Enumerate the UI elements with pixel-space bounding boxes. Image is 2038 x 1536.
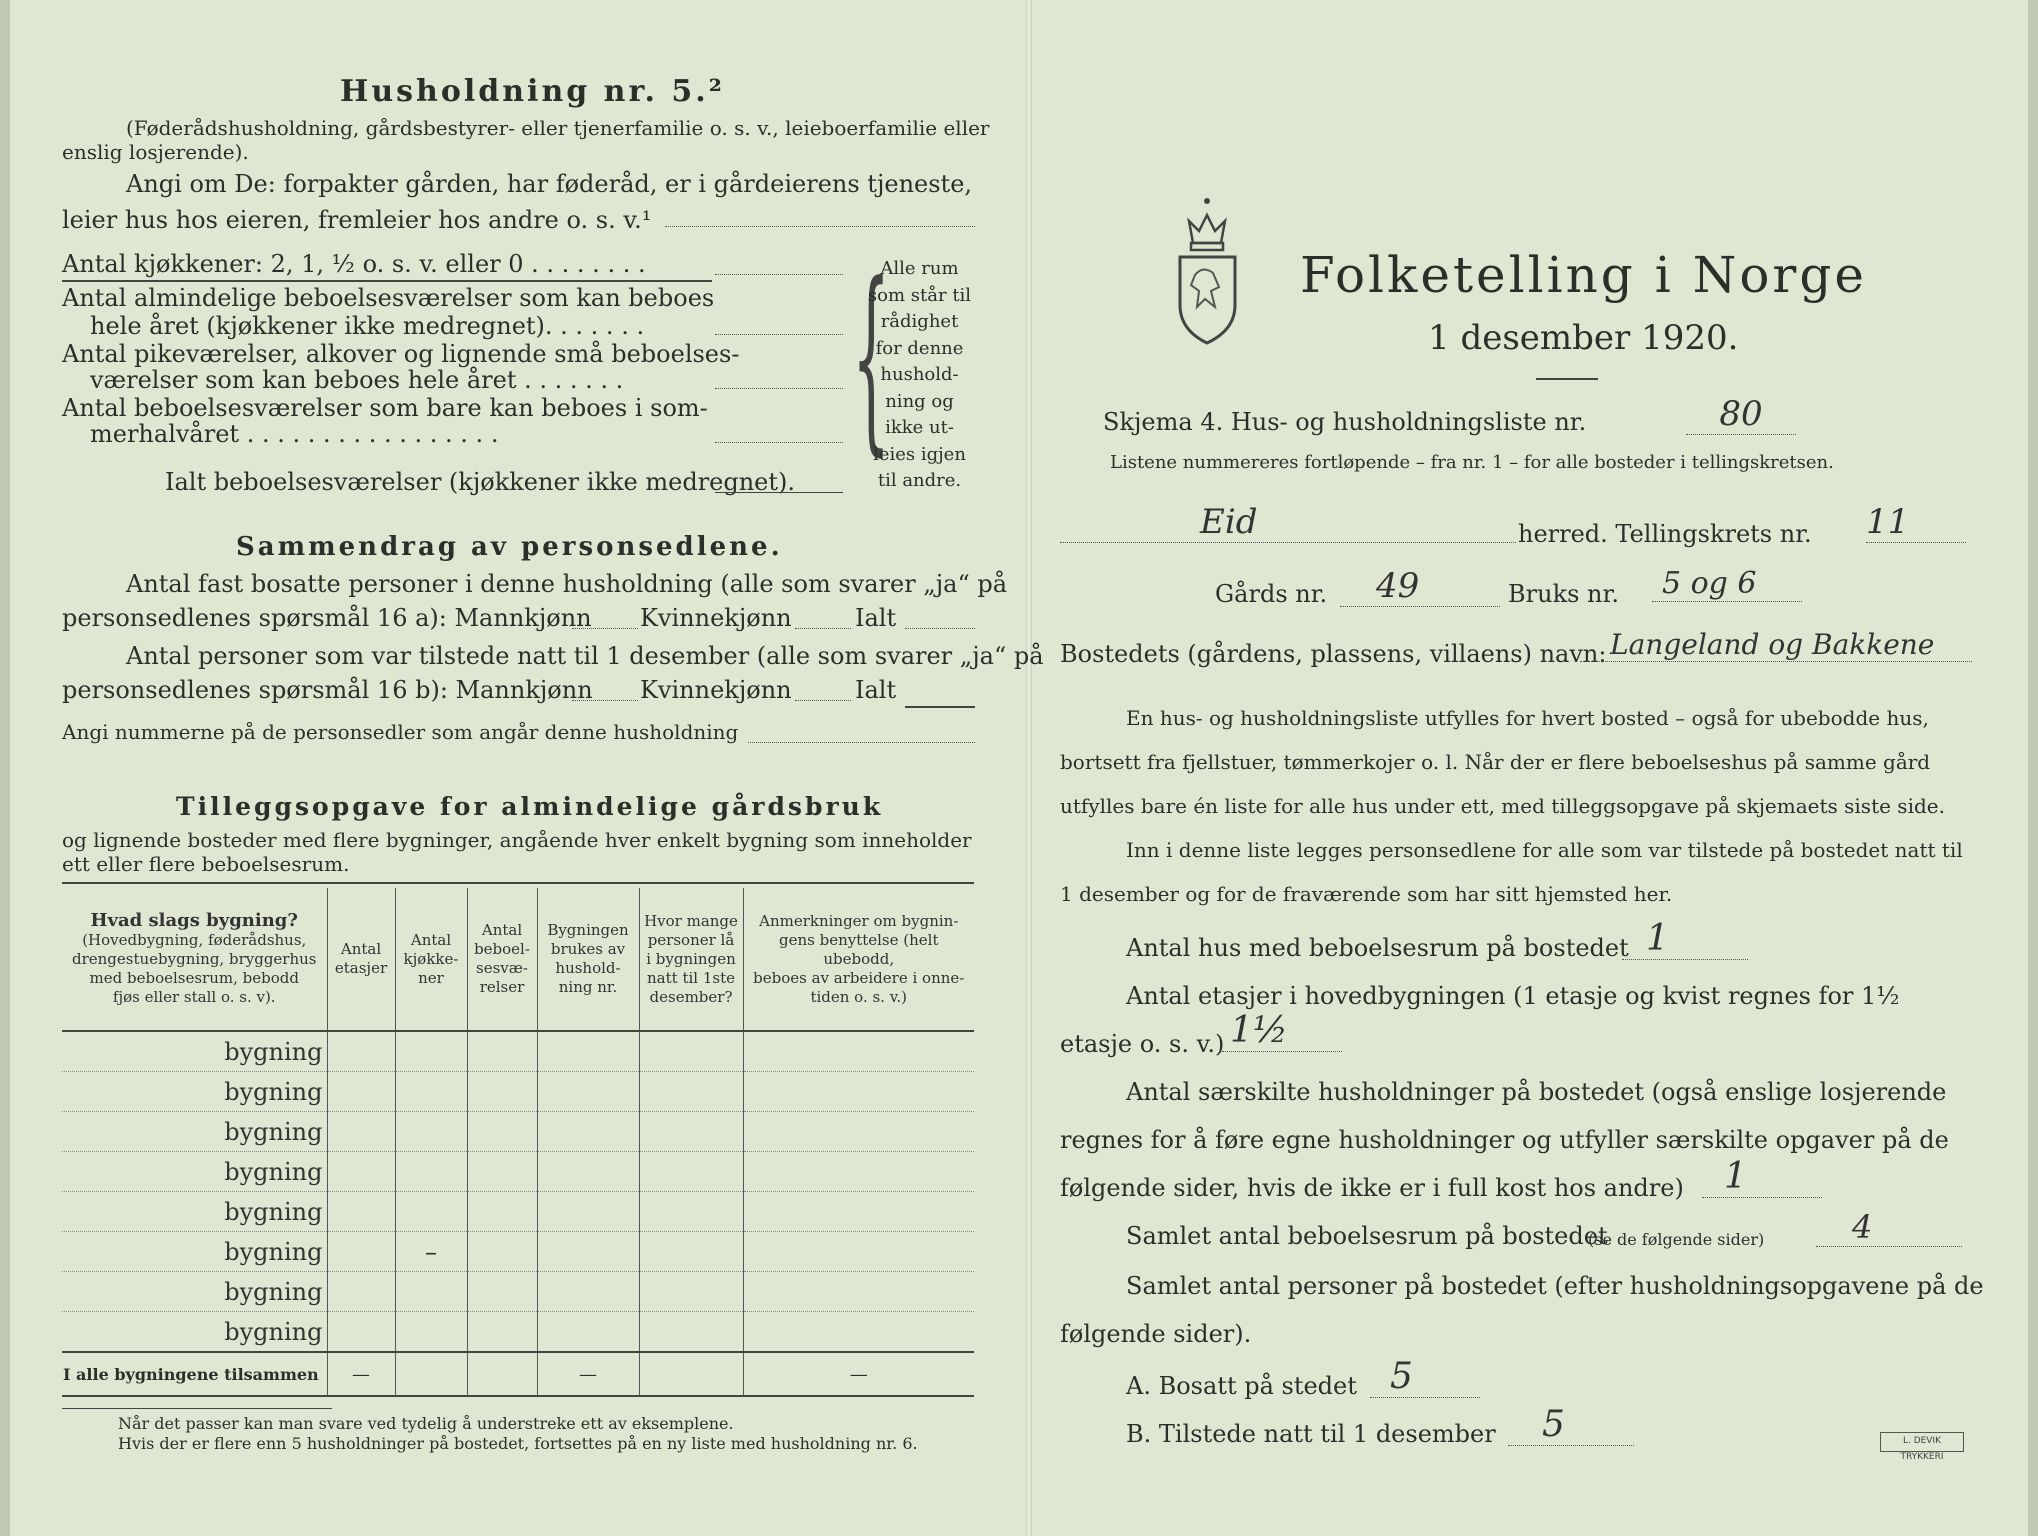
fast-ialt-label: Ialt bbox=[855, 604, 897, 632]
row-etasjer-cell[interactable] bbox=[327, 1192, 395, 1232]
nummerene-label: Angi nummerne på de personsedler som angår denne husholdning bbox=[62, 720, 739, 744]
row-personer-cell[interactable] bbox=[639, 1312, 743, 1353]
row-husholdning-cell[interactable] bbox=[537, 1152, 639, 1192]
col-personer-line: natt til 1ste bbox=[647, 968, 735, 987]
col-etasjer bbox=[327, 888, 395, 1031]
row-bygning-cell[interactable]: bygning bbox=[62, 1232, 327, 1272]
side-note-line: til andre. bbox=[877, 470, 962, 491]
col-etasjer-line: Antal bbox=[340, 940, 382, 958]
row-anmerkninger-cell[interactable] bbox=[743, 1312, 974, 1353]
building-table-header bbox=[62, 888, 974, 1031]
row-vaerelser-cell[interactable] bbox=[467, 1072, 537, 1112]
row-vaerelser-cell[interactable] bbox=[467, 1112, 537, 1152]
hus-label: Antal hus med beboelsesrum på bostedet bbox=[1126, 934, 1629, 962]
row-personer-cell[interactable] bbox=[639, 1272, 743, 1312]
tillegg-title: Tilleggsopgave for almindelige gårdsbruk bbox=[176, 792, 884, 821]
row-vaerelser-cell[interactable] bbox=[467, 1232, 537, 1272]
side-note-line: ning og bbox=[885, 390, 954, 412]
page-edge-left bbox=[0, 0, 10, 1536]
form-date: 1 desember 1920. bbox=[1428, 318, 1739, 358]
intro-line-2: bortsett fra fjellstuer, tømmerkojer o. l. Når der er flere beboelseshus på samme gård bbox=[1060, 750, 1931, 774]
tilstede-line-2: personsedlenes spørsmål 16 b): Mannkjønn bbox=[62, 676, 593, 704]
row-etasjer-cell[interactable] bbox=[327, 1232, 395, 1272]
building-row bbox=[62, 1031, 974, 1072]
row-kjokkener-cell[interactable]: – bbox=[395, 1232, 467, 1272]
row-bygning-cell[interactable]: bygning bbox=[62, 1031, 327, 1072]
side-note-line: som står til bbox=[867, 284, 972, 306]
saerskilte-line-2: regnes for å føre egne husholdninger og utfyller særskilte opgaver på de bbox=[1060, 1126, 1949, 1154]
gards-nr-value[interactable]: 49 bbox=[1340, 566, 1500, 607]
building-row bbox=[62, 1232, 974, 1272]
col-personer-line: i bygningen bbox=[646, 949, 736, 968]
alm-answer[interactable] bbox=[715, 334, 843, 335]
row-husholdning-cell[interactable] bbox=[537, 1031, 639, 1072]
row-anmerkninger-cell[interactable] bbox=[743, 1152, 974, 1192]
saerskilte-value[interactable]: 1 bbox=[1702, 1156, 1822, 1198]
col-anmerkninger-line: tiden o. s. v.) bbox=[810, 987, 908, 1006]
fast-line-2: personsedlenes spørsmål 16 a): Mannkjønn bbox=[62, 604, 592, 632]
row-husholdning-cell[interactable] bbox=[537, 1072, 639, 1112]
tilstede-line-1: Antal personer som var tilstede natt til 1 desember (alle som svarer „ja“ på bbox=[126, 642, 1044, 670]
tilstede-label: B. Tilstede natt til 1 desember bbox=[1126, 1420, 1496, 1448]
skjema-label: Skjema 4. Hus- og husholdningsliste nr. bbox=[1103, 408, 1587, 436]
col-anmerkninger-line: beboes av arbeidere i onne- bbox=[753, 968, 965, 987]
col-etasjer-line: etasjer bbox=[334, 959, 388, 977]
col-bygning-line: med beboelsesrum, bebodd bbox=[89, 969, 299, 987]
angi-line-2: leier hus hos eieren, fremleier hos andre o. s. v.¹ bbox=[62, 206, 652, 234]
row-kjokkener-cell[interactable] bbox=[395, 1312, 467, 1353]
angi-answer-line[interactable] bbox=[665, 226, 975, 227]
row-kjokkener-cell[interactable] bbox=[395, 1152, 467, 1192]
table-top-rule bbox=[62, 882, 974, 884]
bruks-label: Bruks nr. bbox=[1508, 580, 1619, 608]
total-label: I alle bygningene tilsammen bbox=[62, 1352, 327, 1396]
col-bygning bbox=[62, 888, 327, 1031]
angi-line-1: Angi om De: forpakter gården, har føderåd, er i gårdeierens tjeneste, bbox=[126, 170, 973, 198]
bruks-nr-value[interactable]: 5 og 6 bbox=[1652, 566, 1802, 602]
total-husholdning[interactable]: — bbox=[537, 1352, 639, 1396]
tilstede-kvinne-label: Kvinnekjønn bbox=[640, 676, 792, 704]
rum-label: Samlet antal beboelsesrum på bostedet bbox=[1126, 1222, 1608, 1250]
footnote-2: Hvis der er flere enn 5 husholdninger på bostedet, fortsettes på en ny liste med husholdning nr. 6. bbox=[118, 1434, 918, 1453]
row-bygning-cell[interactable]: bygning bbox=[62, 1152, 327, 1192]
row-husholdning-cell[interactable] bbox=[537, 1312, 639, 1353]
col-husholdning-line: Bygningen bbox=[547, 921, 629, 939]
building-row bbox=[62, 1112, 974, 1152]
row-kjokkener-cell[interactable] bbox=[395, 1112, 467, 1152]
row-kjokkener-cell[interactable] bbox=[395, 1031, 467, 1072]
col-bygning-line: (Hovedbygning, føderådshus, bbox=[82, 931, 307, 949]
row-etasjer-cell[interactable] bbox=[327, 1272, 395, 1312]
krets-nr-value[interactable]: 11 bbox=[1866, 502, 1966, 543]
row-husholdning-cell[interactable] bbox=[537, 1192, 639, 1232]
personer-line-1: Samlet antal personer på bostedet (efter husholdningsopgavene på de bbox=[1126, 1272, 1984, 1300]
row-husholdning-cell[interactable] bbox=[537, 1112, 639, 1152]
etasjer-line-1: Antal etasjer i hovedbygningen (1 etasje og kvist regnes for 1½ bbox=[1126, 982, 1900, 1010]
col-vaerelser-line: beboel- bbox=[474, 940, 530, 958]
etasjer-line-2: etasje o. s. v.) bbox=[1060, 1030, 1225, 1058]
rum-value[interactable]: 4 bbox=[1816, 1208, 1962, 1247]
row-bygning-cell[interactable]: bygning bbox=[62, 1112, 327, 1152]
side-note bbox=[862, 256, 977, 495]
col-kjokkener bbox=[395, 888, 467, 1031]
pike-line-2: værelser som kan beboes hele året . . . . . . . bbox=[90, 366, 624, 394]
fast-kvinne-answer[interactable] bbox=[795, 628, 851, 629]
row-vaerelser-cell[interactable] bbox=[467, 1312, 537, 1353]
row-anmerkninger-cell[interactable] bbox=[743, 1031, 974, 1072]
col-kjokkener-line: ner bbox=[418, 968, 444, 987]
row-kjokkener-cell[interactable] bbox=[395, 1192, 467, 1232]
tillegg-line-1: og lignende bosteder med flere bygninger, angående hver enkelt bygning som inneholder bbox=[62, 828, 972, 852]
saerskilte-line-3: følgende sider, hvis de ikke er i full kost hos andre) bbox=[1060, 1174, 1684, 1202]
intro-line-1: En hus- og husholdningsliste utfylles for hvert bosted – også for ubebodde hus, bbox=[1126, 706, 1929, 730]
etasjer-value[interactable]: 1½ bbox=[1222, 1010, 1342, 1052]
col-personer bbox=[639, 888, 743, 1031]
building-row bbox=[62, 1152, 974, 1192]
tilstede-ialt-label: Ialt bbox=[855, 676, 897, 704]
col-husholdning bbox=[537, 888, 639, 1031]
rum-note: (se de følgende sider) bbox=[1588, 1230, 1765, 1249]
row-personer-cell[interactable] bbox=[639, 1232, 743, 1272]
building-row bbox=[62, 1072, 974, 1112]
nummerene-answer[interactable] bbox=[748, 742, 975, 743]
household-subtitle-2: enslig losjerende). bbox=[62, 140, 249, 164]
row-personer-cell[interactable] bbox=[639, 1072, 743, 1112]
building-row bbox=[62, 1272, 974, 1312]
row-anmerkninger-cell[interactable] bbox=[743, 1232, 974, 1272]
col-personer-line: desember? bbox=[649, 987, 733, 1006]
building-table bbox=[62, 888, 974, 1397]
brace-icon: { bbox=[852, 241, 891, 474]
footnote-rule bbox=[62, 1408, 332, 1409]
col-vaerelser-line: Antal bbox=[481, 921, 523, 939]
col-vaerelser-line: sesvæ- bbox=[476, 959, 528, 977]
side-note-line: ikke ut- bbox=[885, 417, 954, 438]
household-title: Husholdning nr. 5.² bbox=[340, 74, 725, 109]
building-row bbox=[62, 1192, 974, 1232]
fast-mann-answer[interactable] bbox=[572, 628, 638, 629]
fast-kvinne-label: Kvinnekjønn bbox=[640, 604, 792, 632]
col-vaerelser bbox=[467, 888, 537, 1031]
row-anmerkninger-cell[interactable] bbox=[743, 1272, 974, 1312]
pike-answer[interactable] bbox=[715, 388, 843, 389]
col-husholdning-line: hushold- bbox=[555, 959, 621, 977]
col-personer-line: Hvor mange bbox=[644, 911, 738, 930]
personer-line-2: følgende sider). bbox=[1060, 1320, 1252, 1348]
intro-line-4: Inn i denne liste legges personsedlene for alle som var tilstede på bostedet natt til bbox=[1126, 838, 1963, 862]
row-personer-cell[interactable] bbox=[639, 1192, 743, 1232]
saerskilte-line-1: Antal særskilte husholdninger på bostedet (også enslige losjerende bbox=[1126, 1078, 1947, 1106]
row-bygning-cell[interactable]: bygning bbox=[62, 1192, 327, 1232]
kjokkener-label: Antal kjøkkener: 2, 1, ½ o. s. v. eller 0 . . . . . . . . bbox=[62, 250, 646, 278]
total-etasjer[interactable]: — bbox=[327, 1352, 395, 1396]
row-etasjer-cell[interactable] bbox=[327, 1312, 395, 1353]
side-note-line: rådighet bbox=[880, 311, 959, 332]
rule-kjokkener bbox=[62, 280, 712, 282]
sommer-line-2: merhalvåret . . . . . . . . . . . . . . . . . bbox=[90, 420, 499, 448]
col-anmerkninger-line: gens benyttelse (helt ubebodd, bbox=[778, 930, 939, 968]
row-etasjer-cell[interactable] bbox=[327, 1152, 395, 1192]
bosted-label: Bostedets (gårdens, plassens, villaens) navn: bbox=[1060, 640, 1607, 668]
col-husholdning-line: brukes av bbox=[550, 940, 626, 958]
tilstede-ialt-answer[interactable] bbox=[905, 706, 975, 708]
title-short-rule bbox=[1536, 378, 1598, 380]
building-row bbox=[62, 1312, 974, 1353]
row-personer-cell[interactable] bbox=[639, 1112, 743, 1152]
tilstede-mann-answer[interactable] bbox=[572, 700, 638, 701]
footnote-1: Når det passer kan man svare ved tydelig å understreke ett av eksemplene. bbox=[118, 1414, 734, 1433]
col-bygning-line: fjøs eller stall o. s. v). bbox=[112, 988, 276, 1006]
page-fold bbox=[1026, 0, 1032, 1536]
col-bygning-line: drengestuebygning, bryggerhus bbox=[71, 950, 317, 968]
row-husholdning-cell[interactable] bbox=[537, 1272, 639, 1312]
row-bygning-cell[interactable]: bygning bbox=[62, 1312, 327, 1353]
total-kjokkener[interactable] bbox=[395, 1352, 467, 1396]
hus-value[interactable]: 1 bbox=[1622, 918, 1748, 960]
side-note-line: leies igjen bbox=[873, 443, 966, 465]
sammendrag-title: Sammendrag av personsedlene. bbox=[236, 532, 783, 562]
total-vaerelser[interactable] bbox=[467, 1352, 537, 1396]
side-note-line: Alle rum bbox=[880, 258, 959, 279]
row-anmerkninger-cell[interactable] bbox=[743, 1072, 974, 1112]
bosted-value[interactable]: Langeland og Bakkene bbox=[1580, 628, 1972, 662]
col-anmerkninger-line: Anmerkninger om bygnin- bbox=[759, 911, 959, 930]
tillegg-line-2: ett eller flere beboelsesrum. bbox=[62, 852, 350, 876]
bosatt-value[interactable]: 5 bbox=[1370, 1356, 1480, 1398]
total-row bbox=[62, 1352, 974, 1396]
sommer-line-1: Antal beboelsesværelser som bare kan beboes i som- bbox=[62, 394, 708, 422]
household-subtitle-1: (Føderådshusholdning, gårdsbestyrer- eller tjenerfamilie o. s. v., leieboerfamilie eller bbox=[126, 116, 990, 140]
side-note-line: hushold- bbox=[880, 364, 959, 385]
fast-line-1: Antal fast bosatte personer i denne husholdning (alle som svarer „ja“ på bbox=[126, 570, 1008, 598]
row-etasjer-cell[interactable] bbox=[327, 1112, 395, 1152]
fast-ialt-answer[interactable] bbox=[905, 628, 975, 629]
row-vaerelser-cell[interactable] bbox=[467, 1031, 537, 1072]
sommer-answer[interactable] bbox=[715, 442, 843, 443]
row-kjokkener-cell[interactable] bbox=[395, 1272, 467, 1312]
alm-line-2: hele året (kjøkkener ikke medregnet). . . . . . . bbox=[90, 312, 645, 340]
page-edge-right bbox=[2028, 0, 2038, 1536]
col-kjokkener-line: kjøkke- bbox=[403, 949, 459, 968]
row-anmerkninger-cell[interactable] bbox=[743, 1192, 974, 1232]
col-vaerelser-line: relser bbox=[479, 978, 525, 996]
row-vaerelser-cell[interactable] bbox=[467, 1152, 537, 1192]
row-vaerelser-cell[interactable] bbox=[467, 1272, 537, 1312]
row-personer-cell[interactable] bbox=[639, 1031, 743, 1072]
tilstede-kvinne-answer[interactable] bbox=[795, 700, 851, 701]
col-bygning-title: Hvad slags bygning? bbox=[90, 910, 298, 931]
row-anmerkninger-cell[interactable] bbox=[743, 1112, 974, 1152]
col-personer-line: personer lå bbox=[647, 930, 735, 949]
bosatt-label: A. Bosatt på stedet bbox=[1126, 1372, 1357, 1400]
skjema-nr-value[interactable]: 80 bbox=[1686, 394, 1796, 435]
col-husholdning-line: ning nr. bbox=[558, 978, 618, 996]
col-kjokkener-line: Antal bbox=[410, 930, 452, 949]
form-title: Folketelling i Norge bbox=[1300, 246, 1867, 304]
ialt-answer[interactable] bbox=[715, 492, 843, 493]
row-personer-cell[interactable] bbox=[639, 1152, 743, 1192]
total-personer[interactable] bbox=[639, 1352, 743, 1396]
printer-stamp: L. DEVIK TRYKKERI bbox=[1880, 1432, 1964, 1452]
tilstede-value[interactable]: 5 bbox=[1508, 1404, 1634, 1446]
pike-line-1: Antal pikeværelser, alkover og lignende små beboelses- bbox=[62, 340, 740, 368]
side-note-line: for denne bbox=[875, 337, 964, 359]
row-bygning-cell[interactable]: bygning bbox=[62, 1272, 327, 1312]
row-etasjer-cell[interactable] bbox=[327, 1031, 395, 1072]
kjokkener-answer[interactable] bbox=[715, 274, 843, 275]
herred-label: herred. Tellingskrets nr. bbox=[1518, 520, 1812, 548]
intro-line-5: 1 desember og for de fraværende som har sitt hjemsted her. bbox=[1060, 882, 1673, 906]
gards-label: Gårds nr. bbox=[1215, 580, 1328, 608]
row-bygning-cell[interactable]: bygning bbox=[62, 1072, 327, 1112]
alm-line-1: Antal almindelige beboelsesværelser som kan beboes bbox=[62, 284, 715, 312]
row-husholdning-cell[interactable] bbox=[537, 1232, 639, 1272]
row-etasjer-cell[interactable] bbox=[327, 1072, 395, 1112]
listene-note: Listene nummereres fortløpende – fra nr. 1 – for alle bosteder i tellingskretsen. bbox=[1110, 452, 1834, 473]
ialt-label: Ialt beboelsesværelser (kjøkkener ikke medregnet). bbox=[165, 468, 796, 496]
coat-of-arms-icon bbox=[1175, 195, 1265, 345]
row-vaerelser-cell[interactable] bbox=[467, 1192, 537, 1232]
total-anmerkninger[interactable]: — bbox=[743, 1352, 974, 1396]
herred-value[interactable]: Eid bbox=[1060, 502, 1516, 543]
intro-line-3: utfylles bare én liste for alle hus under ett, med tilleggsopgave på skjemaets siste side. bbox=[1060, 794, 1945, 818]
col-anmerkninger bbox=[743, 888, 974, 1031]
row-kjokkener-cell[interactable] bbox=[395, 1072, 467, 1112]
